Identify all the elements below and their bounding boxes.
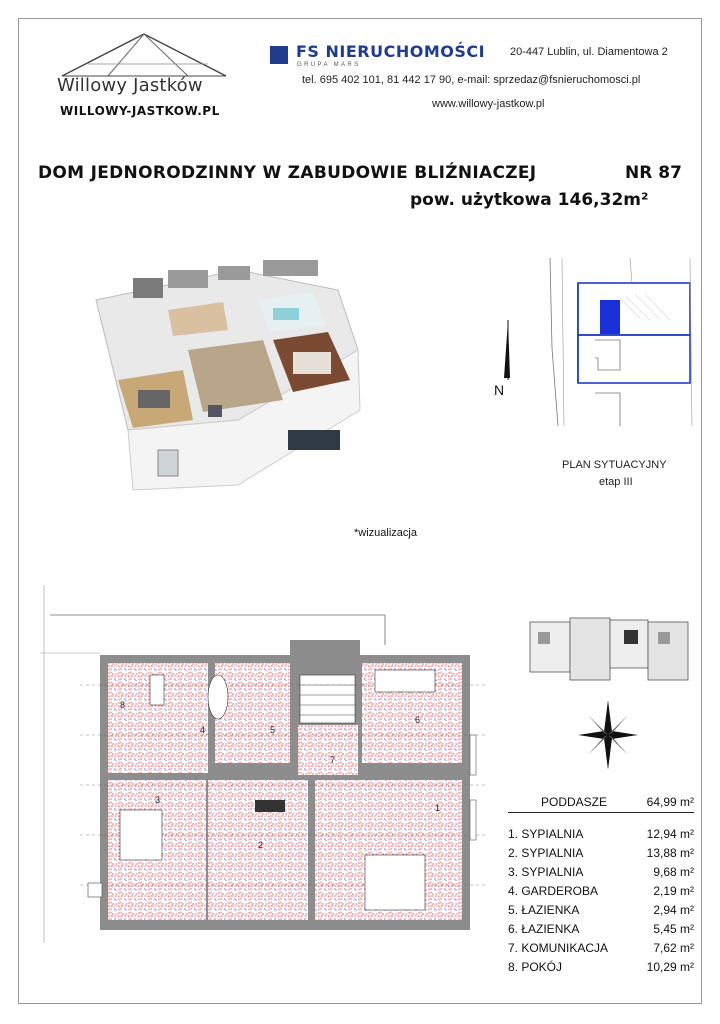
room-number-label: 4 [200, 725, 206, 735]
room-number-label: 3 [155, 795, 161, 805]
company-name: FS NIERUCHOMOŚCI [296, 42, 486, 61]
table-row [508, 922, 694, 941]
room-name: 3. SYPIALNIA [508, 865, 584, 879]
brand-url: WILLOWY-JASTKOW.PL [60, 104, 220, 118]
site-plan-title: PLAN SYTUACYJNY [562, 459, 667, 471]
site-plan-map [540, 258, 702, 426]
house-number: NR 87 [625, 163, 682, 183]
rooms-table-header [508, 795, 694, 813]
room-area: 9,68 m² [653, 865, 694, 879]
room-name: 4. GARDEROBA [508, 884, 599, 898]
company-website[interactable]: www.willowy-jastkow.pl [432, 98, 545, 110]
usable-area: pow. użytkowa 146,32m² [410, 190, 649, 210]
room-name: 6. ŁAZIENKA [508, 922, 580, 936]
company-contact: tel. 695 402 101, 81 442 17 90, e-mail: sprzedaz@fsnieruchomosci.pl [302, 74, 641, 86]
room-name: 1. SYPIALNIA [508, 827, 584, 841]
floor-name: PODDASZE [541, 795, 608, 809]
table-row [508, 960, 694, 979]
company-logo-icon [270, 46, 288, 64]
room-name: 5. ŁAZIENKA [508, 903, 580, 917]
table-row [508, 903, 694, 922]
brand-name: Willowy Jastków [57, 75, 203, 96]
table-row [508, 827, 694, 846]
room-name: 2. SYPIALNIA [508, 846, 584, 860]
room-area: 12,94 m² [646, 827, 694, 841]
table-row [508, 884, 694, 903]
table-row [508, 941, 694, 960]
visualization-note: *wizualizacja [354, 527, 417, 539]
table-row [508, 846, 694, 865]
room-number-label: 6 [415, 715, 421, 725]
room-area: 7,62 m² [653, 941, 694, 955]
room-name: 8. POKÓJ [508, 960, 563, 974]
floor-plan-room-labels [40, 585, 485, 943]
room-area: 10,29 m² [646, 960, 694, 974]
compass-rose-icon [578, 700, 638, 770]
room-number-label: 8 [120, 700, 126, 710]
company-address: 20-447 Lublin, ul. Diamentowa 2 [510, 46, 668, 58]
room-number-label: 1 [435, 803, 441, 813]
table-row [508, 865, 694, 884]
room-name: 7. KOMUNIKACJA [508, 941, 609, 955]
room-number-label: 2 [258, 840, 264, 850]
company-group: GRUPA MARS [297, 62, 361, 68]
building-block-plan [528, 612, 690, 684]
room-number-label: 7 [330, 755, 336, 765]
room-area: 5,45 m² [653, 922, 694, 936]
page-title: DOM JEDNORODZINNY W ZABUDOWIE BLIŹNIACZEJ [38, 163, 537, 183]
site-plan-stage: etap III [599, 476, 633, 488]
room-number-label: 5 [270, 725, 276, 735]
rooms-table [508, 795, 694, 979]
floor-total-area: 64,99 m² [646, 795, 694, 809]
north-label: N [494, 382, 505, 398]
room-area: 2,94 m² [653, 903, 694, 917]
room-area: 13,88 m² [646, 846, 694, 860]
room-area: 2,19 m² [653, 884, 694, 898]
house-visualization-image [88, 240, 428, 520]
